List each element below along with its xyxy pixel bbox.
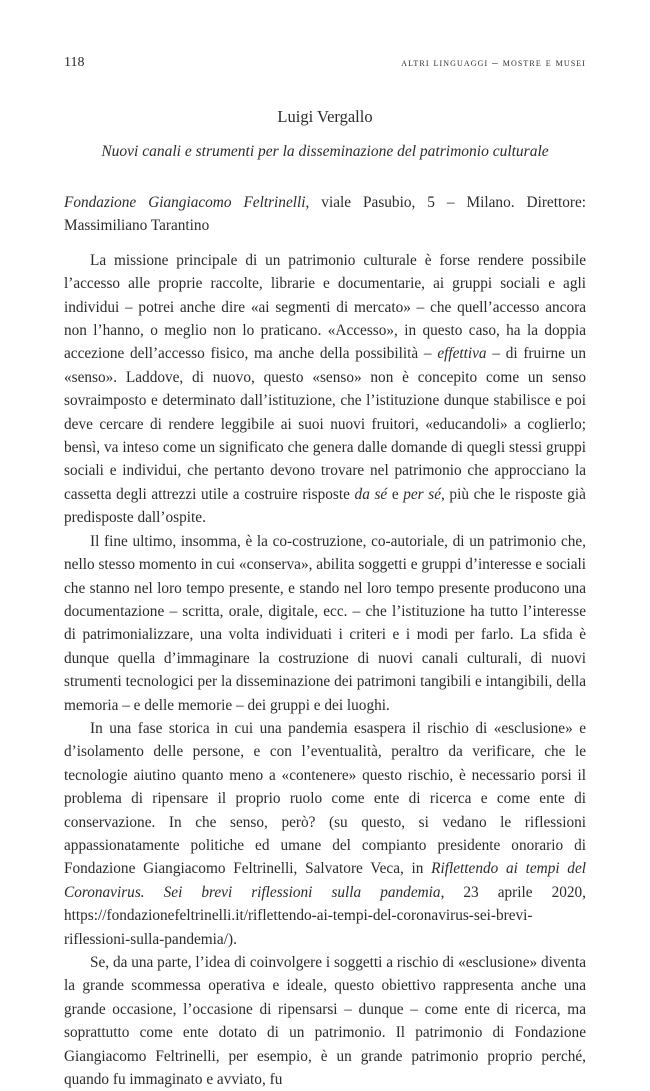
- paragraph-1-emphasis-per-se: per sé: [403, 485, 441, 503]
- article-body: [64, 191, 586, 1091]
- paragraph-4: Se, da una parte, l’idea di coinvolgere i soggetti a rischio di «esclusione» diventa la grande scommessa operativa e ideale, questo obiettivo rappresenta anche una grande occasione, l’occasione di ripensarsi – dunque – come ente di ricerca, ma soprattutto come ente dotato di un patrimonio. Il patrimonio di Fondazione Giangiacomo Feltrinelli, per esempio, è un grande patrimonio proprio perché, quando fu immaginato e avviato, fu: [64, 954, 586, 1089]
- paragraph-1-emphasis-effettiva: effettiva: [437, 345, 487, 363]
- paragraph-3-citation-link: , 23 aprile 2020, https://fondazionefeltrinelli.it/riflettendo-ai-tempi-del-coronavirus-sei-brevi-riflessioni-sulla-pandemia/).: [64, 883, 586, 948]
- paragraph-1-emphasis-da-se: da sé: [354, 485, 388, 503]
- paragraph-1: [64, 249, 586, 530]
- paragraph-2: Il fine ultimo, insomma, è la co-costruzione, co-autoriale, di un patrimonio che, nello stesso momento in cui «conserva», abilita soggetti e gruppi d’interesse e sociali che stanno nel loro tempo presente, e stando nel loro tempo presente producono una documentazione – scritta, orale, digitale, ecc. – che l’istituzione ha tutto l’interesse di patrimonializzare, una volta individuati i criteri e i modi per farlo. La sfida è dunque quella d’immaginare la costruzione di nuovi canali culturali, di nuovi strumenti tecnologici per la disseminazione dei patrimoni tangibili e intangibili, della memoria – e delle memorie – dei gruppi e dei luoghi.: [64, 532, 586, 714]
- affiliation-line: [64, 191, 586, 238]
- affiliation-details: , viale Pasubio, 5 – Milano. Direttore: Massimiliano Tarantino: [64, 194, 586, 235]
- page-number: 118: [64, 55, 85, 70]
- running-header: altri linguaggi – mostre e musei: [401, 57, 586, 69]
- article-title: Nuovi canali e strumenti per la disseminazione del patrimonio culturale: [101, 143, 549, 160]
- paragraph-1-text-c: – di fruirne un «senso». Laddove, di nuovo, questo «senso» non è concepito come un senso sovraimposto e determinato dall’istituzione, che l’istituzione dunque stabilisce e poi deve cercare di rendere leggibile ai suoi nuovi fruitori, «educandoli» a coglierlo; bensì, va inteso come un significato che genera dalle domande di quegli stessi gruppi sociali e individui, che pertanto devono trovare nel patrimonio che approcciano la cassetta degli attrezzi utile a costruire risposte: [64, 345, 586, 503]
- paragraph-1-text-a: La missione principale di un patrimonio culturale è forse rendere possibile l’accesso alle proprie raccolte, librarie e documentarie, ai gruppi sociali e agli individui – potrei anche dire «ai segmenti di mercato» – che quell’accesso ancora non l’hanno, o meglio non lo praticano. «Accesso», in questo caso, ha la doppia accezione dell’accesso fisico, ma anche della possibilità –: [64, 251, 586, 363]
- paragraph-3: [64, 717, 586, 951]
- paragraph-1-text-e: e: [387, 485, 404, 503]
- affiliation-institution: Fondazione Giangiacomo Feltrinelli: [64, 194, 306, 211]
- paragraph-1-text-g: , più che le risposte già predisposte dall’ospite.: [64, 485, 586, 527]
- paragraph-3-text-a: In una fase storica in cui una pandemia esaspera il rischio di «esclusione» e d’isolamento delle persone, e con l’eventualità, peraltro da verificare, che le tecnologie aiutino quanto meno a «contenere» questo rischio, è necessario porsi il problema di ripensare il proprio ruolo come ente di ricerca e come ente di conservazione. In che senso, però? (su questo, si vedano le riflessioni appassionatamente politiche ed umane del compianto presidente onorario di Fondazione Giangiacomo Feltrinelli, Salvatore Veca, in: [64, 719, 586, 878]
- article-author: Luigi Vergallo: [277, 107, 373, 126]
- paragraph-3-cited-title: Riflettendo ai tempi del Coronavirus. Sei brevi riflessioni sulla pandemia: [64, 860, 586, 901]
